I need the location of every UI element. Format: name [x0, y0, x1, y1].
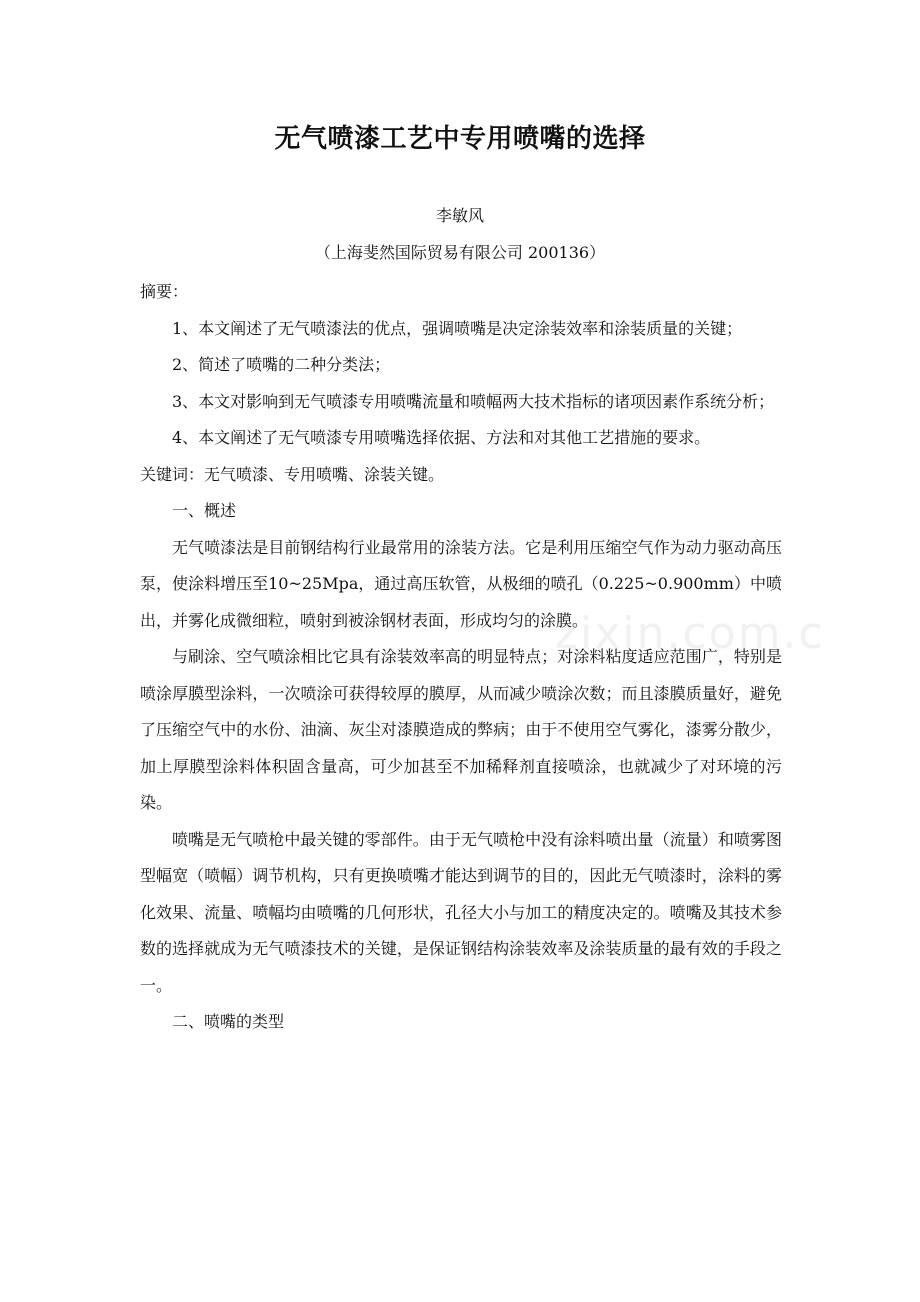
- section-1-paragraph-2: 与刷涂、空气喷涂相比它具有涂装效率高的明显特点；对涂料粘度适应范围广，特别是喷涂厚膜型涂料，一次喷涂可获得较厚的膜厚，从而减少喷涂次数；而且漆膜质量好，避免了压缩空气中的水份、油滴、灰尘对漆膜造成的弊病；由于不使用空气雾化，漆雾分散少，加上厚膜型涂料体积固含量高，可少加甚至不加稀释剂直接喷涂，也就减少了对环境的污染。: [140, 647, 782, 812]
- abstract-item-2: 2、简述了喷嘴的二种分类法；: [172, 355, 391, 374]
- abstract-item-3: 3、本文对影响到无气喷漆专用喷嘴流量和喷幅两大技术指标的诸项因素作系统分析；: [172, 391, 775, 411]
- abstract-label: 摘要：: [140, 282, 189, 301]
- author-name: 李敏风: [435, 206, 484, 225]
- author-affiliation: （上海斐然国际贸易有限公司 200136）: [314, 243, 606, 262]
- section-1-heading: 一、概述: [172, 501, 237, 520]
- section-2-heading: 二、喷嘴的类型: [172, 1012, 285, 1031]
- watermark: zixin.com.c: [555, 608, 825, 659]
- document-body: [140, 274, 782, 1041]
- document-title: 无气喷漆工艺中专用喷嘴的选择: [274, 124, 646, 154]
- abstract-item-4: 4、本文阐述了无气喷漆专用喷嘴选择依据、方法和对其他工艺措施的要求。: [172, 428, 711, 447]
- section-1-paragraph-3: 喷嘴是无气喷枪中最关键的零部件。由于无气喷枪中没有涂料喷出量（流量）和喷雾图型幅宽（喷幅）调节机构，只有更换喷嘴才能达到调节的目的，因此无气喷漆时，涂料的雾化效果、流量、喷幅均由喷嘴的几何形状，孔径大小与加工的精度决定的。喷嘴及其技术参数的选择就成为无气喷漆技术的关键，是保证钢结构涂装效率及涂装质量的最有效的手段之一。: [140, 829, 782, 995]
- section-1-paragraph-1: 无气喷漆法是目前钢结构行业最常用的涂装方法。它是利用压缩空气作为动力驱动高压泵，使涂料增压至10~25Mpa，通过高压软管，从极细的喷孔（0.225~0.900mm）中喷出，并雾化成微细粒，喷射到被涂钢材表面，形成均匀的涂膜。: [140, 537, 782, 630]
- abstract-item-1: 1、本文阐述了无气喷漆法的优点，强调喷嘴是决定涂装效率和涂装质量的关键；: [172, 318, 743, 338]
- keywords: 关键词：无气喷漆、专用喷嘴、涂装关键。: [140, 464, 445, 484]
